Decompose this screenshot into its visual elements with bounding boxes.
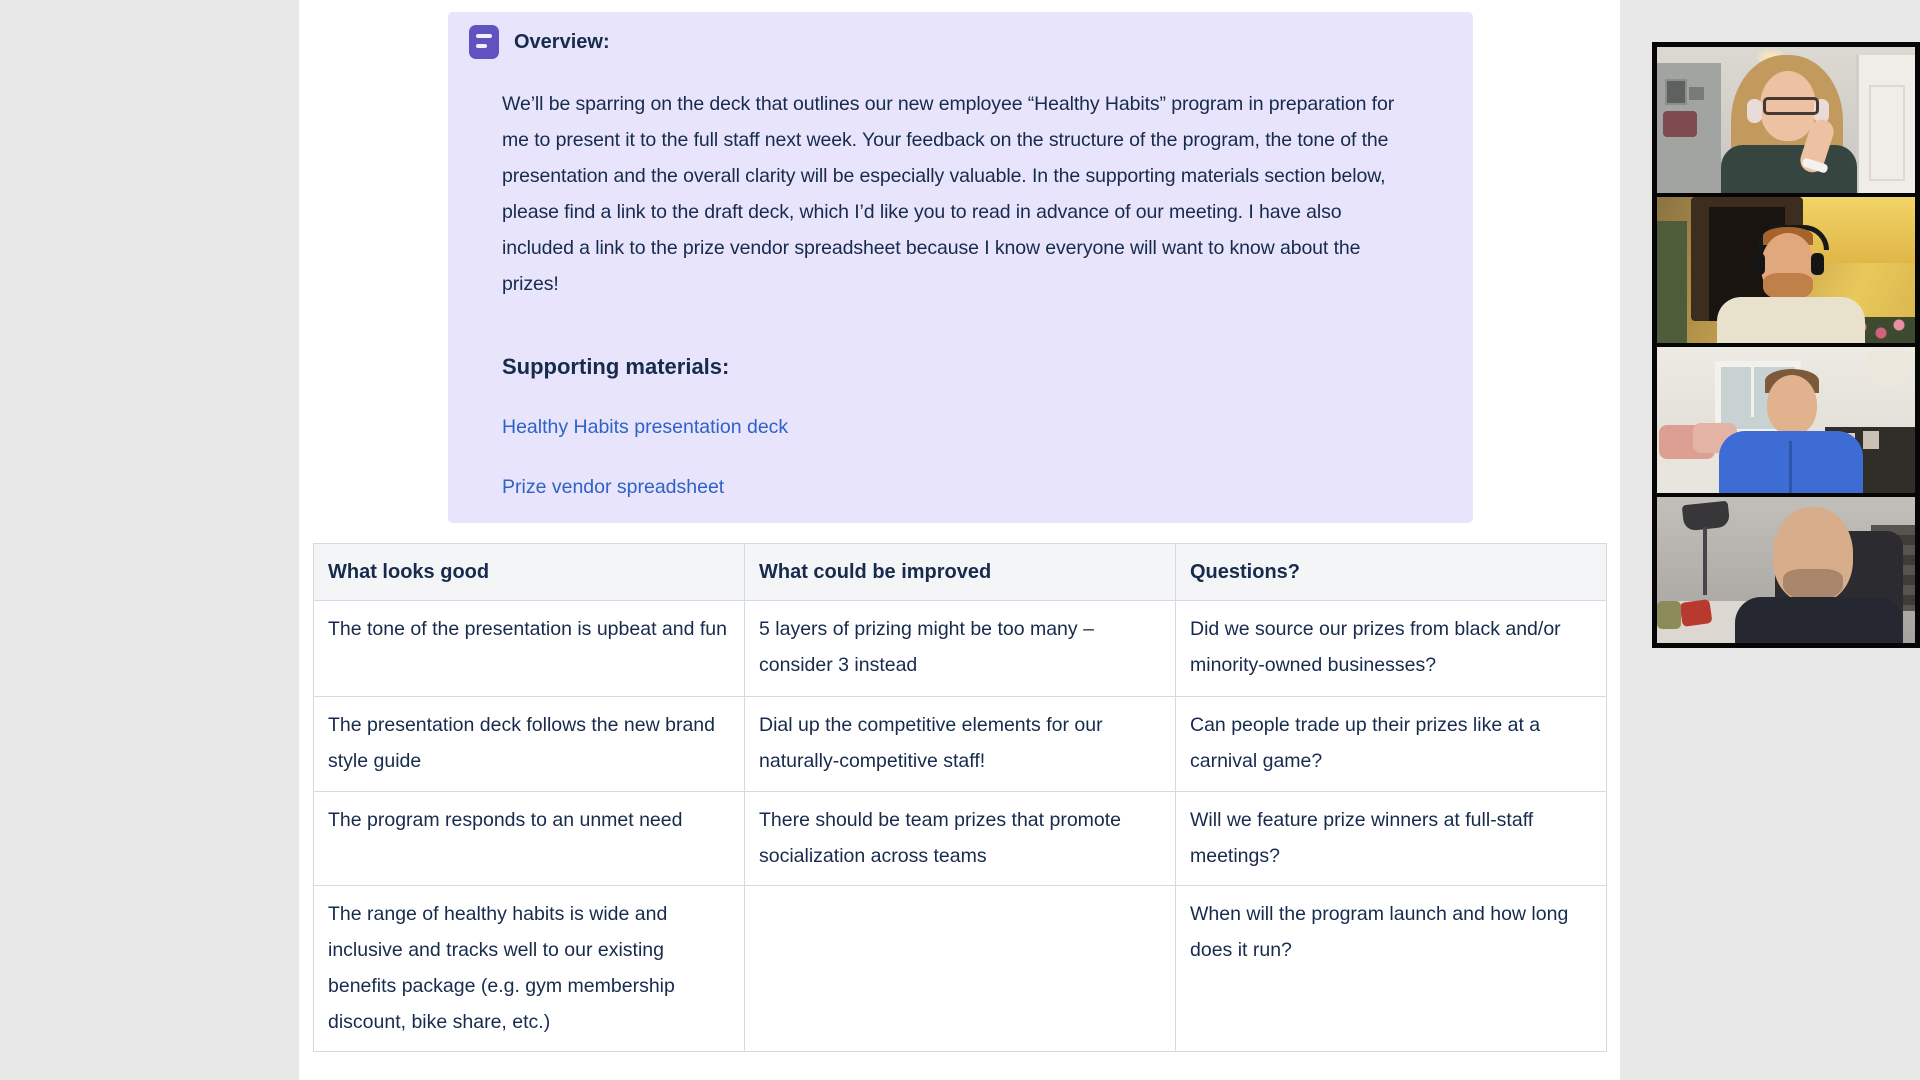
- table-cell: The range of healthy habits is wide and inclusive and tracks well to our existing benefits package (e.g. gym membership discount, bike share, etc.): [314, 886, 745, 1052]
- table-cell: Will we feature prize winners at full-staff meetings?: [1176, 792, 1607, 886]
- overview-panel: [448, 12, 1473, 523]
- table-row: [314, 792, 1607, 886]
- table-cell: The tone of the presentation is upbeat and fun: [314, 601, 745, 697]
- table-cell: The program responds to an unmet need: [314, 792, 745, 886]
- participant-video-2[interactable]: [1657, 197, 1915, 343]
- table-row: [314, 886, 1607, 1052]
- glasses: [1763, 97, 1819, 115]
- notes-icon-line: [476, 44, 487, 48]
- olive-pillow: [1657, 601, 1681, 629]
- presentation-deck-link[interactable]: Healthy Habits presentation deck: [502, 416, 789, 438]
- door-panel: [1869, 85, 1905, 181]
- headphone-earcup: [1811, 253, 1824, 275]
- headphone-earcup: [1752, 253, 1765, 275]
- prize-vendor-spreadsheet-link[interactable]: Prize vendor spreadsheet: [502, 476, 725, 498]
- video-call-strip: [1652, 42, 1920, 648]
- table-row: [314, 697, 1607, 792]
- room-background: [1657, 63, 1721, 193]
- table-row: [314, 601, 1607, 697]
- table-cell: 5 layers of prizing might be too many – consider 3 instead: [745, 601, 1176, 697]
- table-cell: Did we source our prizes from black and/or minority-owned businesses?: [1176, 601, 1607, 697]
- table-cell: Dial up the competitive elements for our naturally-competitive staff!: [745, 697, 1176, 792]
- feedback-table: [313, 543, 1607, 1052]
- table-cell: There should be team prizes that promote socialization across teams: [745, 792, 1176, 886]
- picture-frame: [1863, 431, 1879, 449]
- notes-icon: [469, 25, 499, 59]
- overview-heading: Overview:: [514, 31, 610, 53]
- person-face: [1767, 375, 1817, 435]
- floor-lamp-pole: [1703, 527, 1707, 595]
- table-header-row: [314, 544, 1607, 601]
- participant-video-1[interactable]: [1657, 47, 1915, 193]
- table-cell: Can people trade up their prizes like at a carnival game?: [1176, 697, 1607, 792]
- document-content-area: [299, 0, 1620, 1080]
- supporting-materials-heading: Supporting materials:: [502, 354, 730, 379]
- lamp-shade: [1865, 351, 1913, 385]
- participant-video-4[interactable]: [1657, 497, 1915, 643]
- table-cell: The presentation deck follows the new brand style guide: [314, 697, 745, 792]
- participant-video-3[interactable]: [1657, 347, 1915, 493]
- jacket-zipper: [1789, 441, 1792, 493]
- column-header-what-could-be-improved: What could be improved: [745, 544, 1176, 601]
- table-cell-empty: [745, 886, 1176, 1052]
- column-header-what-looks-good: What looks good: [314, 544, 745, 601]
- overview-paragraph: We’ll be sparring on the deck that outlines our new employee “Healthy Habits” program in preparation for me to present it to the full staff next week. Your feedback on the structure of the program, the tone of the presentation and the overall clarity will be especially valuable. In the supporting materials section below, please find a link to the draft deck, which I’d like you to read in advance of our meeting. I have also included a link to the prize vendor spreadsheet because I know everyone will want to know about the prizes!: [502, 93, 1395, 295]
- foliage: [1657, 221, 1687, 343]
- person-torso: [1719, 431, 1863, 493]
- door: [1856, 55, 1915, 193]
- person-torso: [1735, 597, 1903, 643]
- red-pillow: [1679, 599, 1712, 627]
- picture-frame: [1689, 87, 1704, 100]
- shelf-decor: [1663, 111, 1697, 137]
- table-cell: When will the program launch and how long does it run?: [1176, 886, 1607, 1052]
- picture-frame: [1665, 79, 1687, 105]
- window-sash: [1751, 367, 1754, 417]
- person-torso: [1721, 145, 1857, 193]
- notes-icon-line: [476, 34, 492, 38]
- headphone-earcup: [1747, 99, 1762, 123]
- column-header-questions: Questions?: [1176, 544, 1607, 601]
- person-torso: [1717, 297, 1865, 343]
